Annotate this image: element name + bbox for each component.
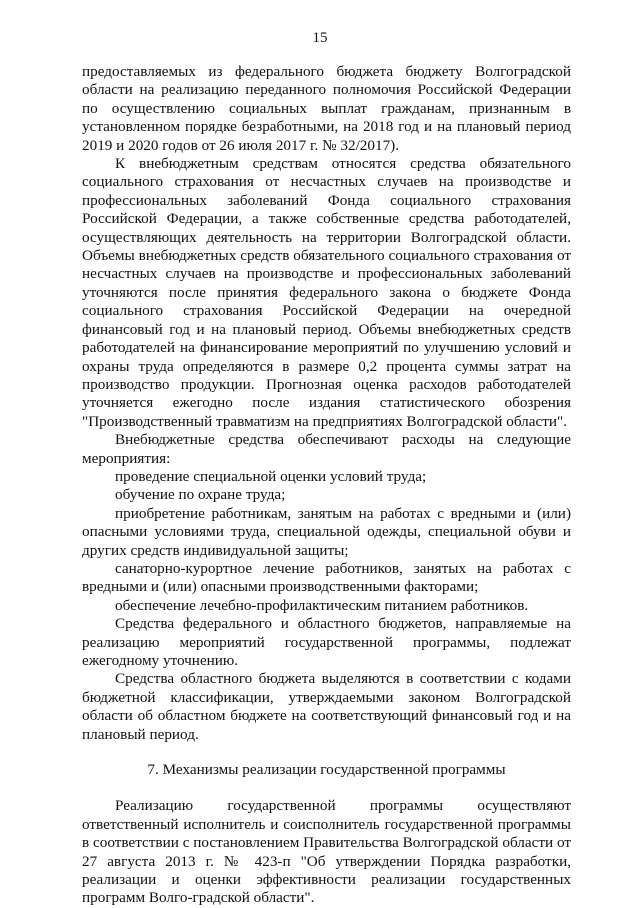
list-item-sanatorium: санаторно-курортное лечение работников, занятых на работах с вредными и (или) опасными производственными факторами; bbox=[82, 559, 571, 596]
list-item-training: обучение по охране труда; bbox=[115, 486, 286, 504]
list-item-nutrition: обеспечение лечебно-профилактическим питанием работников. bbox=[115, 596, 529, 614]
paragraph-implementation: Реализацию государственной программы осуществляют ответственный исполнитель и соисполнитель государственной программы в соответствии с постановлением Правительства Волгоградской области от 27 августа 2013 г. № 423-п "Об утверждении Порядка разработки, реализации и оценки эффективности реализации государственных программ Волго-градской области". bbox=[82, 797, 571, 907]
page-number: 15 bbox=[312, 30, 328, 46]
paragraph-budget-adjustment: Средства федерального и областного бюджетов, направляемые на реализацию мероприятий государственной программы, подлежат ежегодному уточнению. bbox=[82, 615, 571, 669]
list-item-protective-equipment: приобретение работникам, занятым на работах с вредными и (или) опасными условиями труда, специальной одежды, специальной обуви и других средств индивидуальной защиты; bbox=[82, 504, 571, 559]
paragraph-continuation: предоставляемых из федерального бюджета бюджету Волгоградской области на реализацию переданного полномочия Российской Федерации по осуществлению социальных выплат гражданам, признанным в установленном порядке безработными, на 2018 год и на плановый период 2019 и 2020 годов от 26 июля 2017 г. № 32/2017). bbox=[82, 63, 571, 154]
list-item-assessment: проведение специальной оценки условий труда; bbox=[115, 467, 427, 485]
document-body bbox=[82, 63, 571, 908]
section-heading: 7. Механизмы реализации государственной программы bbox=[147, 761, 506, 779]
paragraph-budget-codes: Средства областного бюджета выделяются в соответствии с кодами бюджетной классификации, утверждаемыми законом Волгоградской области об областном бюджете на соответствующий финансовый год и на плановый период. bbox=[82, 670, 571, 743]
paragraph-expenses-intro: Внебюджетные средства обеспечивают расходы на следующие мероприятия: bbox=[82, 431, 571, 467]
paragraph-extrabudgetary-funds: К внебюджетным средствам относятся средства обязательного социального страхования от несчастных случаев на производстве и профессиональных заболеваний Фонда социального страхования Российской Федерации, а также собственные средства работодателей, осуществляющих деятельность на территории Волгоградской области. Объемы внебюджетных средств обязательного социального страхования от несчастных случаев на производстве и профессиональных заболеваний уточняются после принятия федерального закона о бюджете Фонда социального страхования Российской Федерации на очередной финансовый год и на плановый период. Объемы внебюджетных средств работодателей на финансирование мероприятий по улучшению условий и охраны труда определяются в размере 0,2 процента суммы затрат на производство продукции. Прогнозная оценка расходов работодателей уточняется ежегодно после издания статистического обозрения "Производственный травматизм на предприятиях Волгоградской области". bbox=[82, 155, 571, 430]
